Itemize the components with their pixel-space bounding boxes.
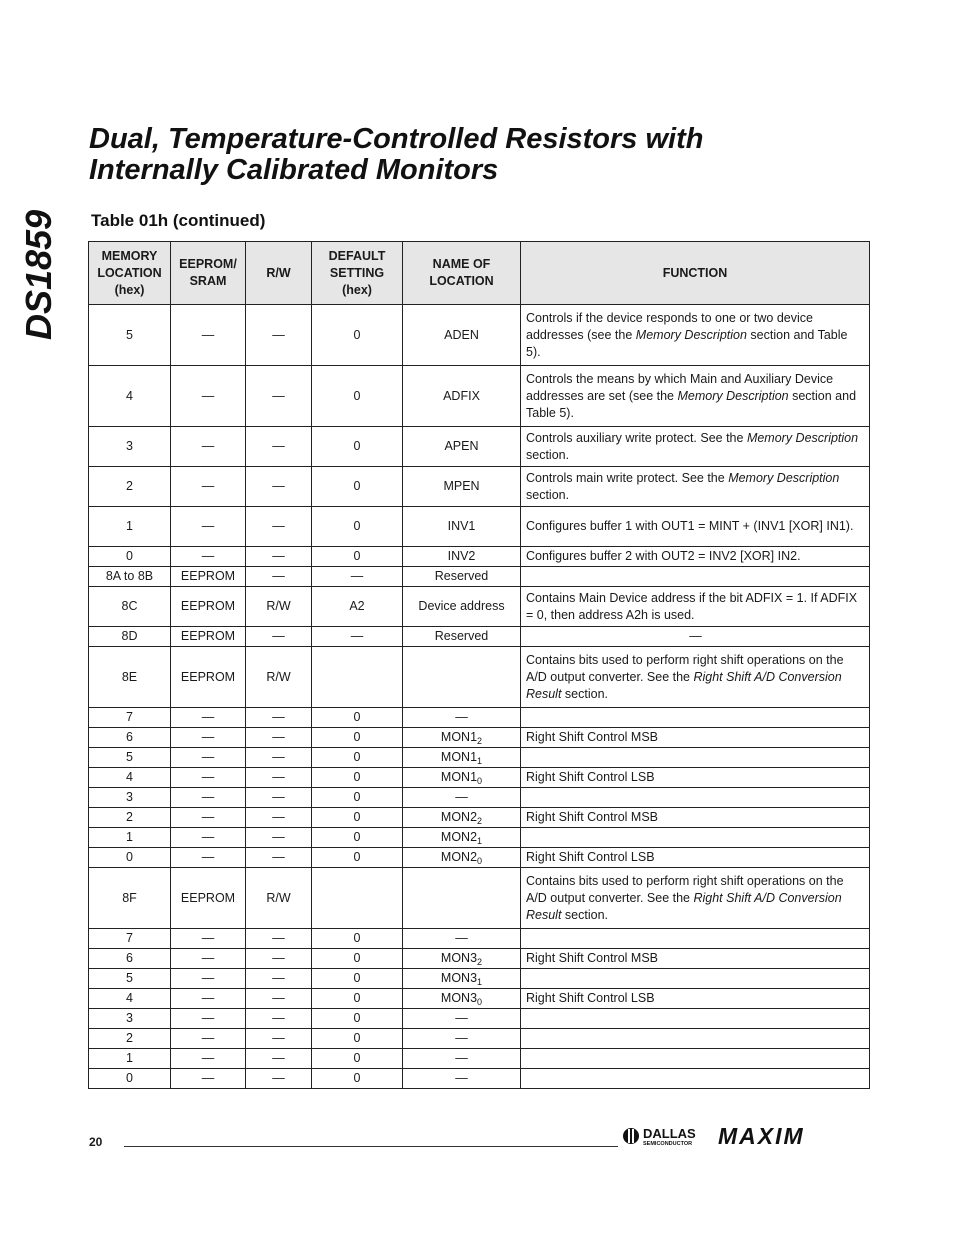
cell-memory-location: 3 [89, 1009, 171, 1029]
bit-subscript: 1 [477, 977, 483, 987]
cell-memory-location: 7 [89, 929, 171, 949]
cell-function: Controls if the device responds to one or two device addresses (see the Memory Description section and Table 5). [521, 305, 870, 366]
cell-name-of-location: — [403, 1009, 521, 1029]
bit-subscript: 1 [477, 836, 483, 846]
cell-name-of-location: INV2 [403, 547, 521, 567]
cell-memory-location: 8A to 8B [89, 567, 171, 587]
cell-memory-location: 2 [89, 808, 171, 828]
cell-eeprom-sram: — [171, 929, 246, 949]
cell-function [521, 1049, 870, 1069]
cell-eeprom-sram: — [171, 547, 246, 567]
cell-eeprom-sram: — [171, 305, 246, 366]
col-header-memory-location: MEMORY LOCATION (hex) [89, 242, 171, 305]
table-row [89, 1069, 870, 1089]
cell-default-setting: A2 [312, 587, 403, 627]
cell-default-setting: 0 [312, 708, 403, 728]
cell-rw: — [246, 728, 312, 748]
cell-function [521, 929, 870, 949]
cell-default-setting: 0 [312, 366, 403, 427]
cell-name-of-location: Device address [403, 587, 521, 627]
cell-memory-location: 8C [89, 587, 171, 627]
cell-default-setting: 0 [312, 828, 403, 848]
cell-name-of-location: ADFIX [403, 366, 521, 427]
table-row [89, 929, 870, 949]
side-tab-part-number: DS1859 [18, 209, 59, 340]
cell-eeprom-sram: — [171, 748, 246, 768]
table-row [89, 708, 870, 728]
cell-rw: — [246, 427, 312, 467]
cell-function: — [521, 627, 870, 647]
cell-default-setting: 0 [312, 467, 403, 507]
cell-eeprom-sram: EEPROM [171, 587, 246, 627]
cell-rw: — [246, 929, 312, 949]
cell-function: Right Shift Control LSB [521, 989, 870, 1009]
cell-eeprom-sram: EEPROM [171, 868, 246, 929]
table-row [89, 1029, 870, 1049]
bit-subscript: 0 [477, 997, 483, 1007]
cell-memory-location: 4 [89, 366, 171, 427]
dallas-semiconductor-logo [622, 1124, 712, 1148]
maxim-logo-text: MAXIM [718, 1124, 805, 1148]
title-line-2: Internally Calibrated Monitors [89, 154, 499, 186]
cell-eeprom-sram: — [171, 1069, 246, 1089]
cell-default-setting: 0 [312, 427, 403, 467]
cell-default-setting: 0 [312, 547, 403, 567]
cell-rw: — [246, 748, 312, 768]
cell-memory-location: 5 [89, 305, 171, 366]
cell-memory-location: 7 [89, 708, 171, 728]
table-row [89, 949, 870, 969]
cell-function: Right Shift Control LSB [521, 848, 870, 868]
cell-function [521, 828, 870, 848]
cell-name-of-location: $MON1_0$ [403, 768, 521, 788]
cell-eeprom-sram: — [171, 848, 246, 868]
cell-memory-location: 5 [89, 969, 171, 989]
cell-memory-location: 3 [89, 788, 171, 808]
table-row [89, 1049, 870, 1069]
cell-name-of-location: INV1 [403, 507, 521, 547]
cell-eeprom-sram: — [171, 969, 246, 989]
cell-function: Contains bits used to perform right shift operations on the A/D output converter. See the Right Shift A/D Conversion Result section. [521, 647, 870, 708]
col-header-function: FUNCTION [521, 242, 870, 305]
cell-name-of-location: $MON2_0$ [403, 848, 521, 868]
cell-rw: — [246, 507, 312, 547]
cell-memory-location: 0 [89, 547, 171, 567]
cell-function [521, 788, 870, 808]
cell-rw: — [246, 366, 312, 427]
cell-function [521, 708, 870, 728]
cell-name-of-location: $MON3_1$ [403, 969, 521, 989]
table-row [89, 587, 870, 627]
cell-rw: — [246, 1049, 312, 1069]
cell-name-of-location: ADEN [403, 305, 521, 366]
cell-name-of-location: $MON3_2$ [403, 949, 521, 969]
cell-default-setting: 0 [312, 848, 403, 868]
cell-function [521, 969, 870, 989]
cell-function: Right Shift Control LSB [521, 768, 870, 788]
cell-default-setting: — [312, 627, 403, 647]
table-row [89, 808, 870, 828]
table-row [89, 467, 870, 507]
table-row [89, 647, 870, 708]
cell-name-of-location: APEN [403, 427, 521, 467]
cell-eeprom-sram: — [171, 788, 246, 808]
cell-name-of-location: $MON1_2$ [403, 728, 521, 748]
table-row [89, 1009, 870, 1029]
cell-name-of-location: — [403, 1049, 521, 1069]
cell-rw: — [246, 989, 312, 1009]
cell-default-setting: 0 [312, 1049, 403, 1069]
cell-function [521, 567, 870, 587]
cell-memory-location: 1 [89, 828, 171, 848]
cell-default-setting: 0 [312, 507, 403, 547]
cell-default-setting: 0 [312, 969, 403, 989]
cell-function: Controls auxiliary write protect. See the Memory Description section. [521, 427, 870, 467]
bit-subscript: 2 [477, 957, 483, 967]
cell-function: Controls the means by which Main and Auxiliary Device addresses are set (see the Memory Description section and Table 5). [521, 366, 870, 427]
table-header-row [89, 242, 870, 305]
cell-rw: — [246, 828, 312, 848]
cell-rw: R/W [246, 868, 312, 929]
bit-subscript: 1 [477, 756, 483, 766]
cell-eeprom-sram: — [171, 1049, 246, 1069]
table-row [89, 989, 870, 1009]
cell-default-setting: 0 [312, 1009, 403, 1029]
cell-rw: R/W [246, 587, 312, 627]
cell-default-setting: 0 [312, 768, 403, 788]
cell-function: Contains bits used to perform right shift operations on the A/D output converter. See the Right Shift A/D Conversion Result section. [521, 868, 870, 929]
cell-name-of-location: — [403, 929, 521, 949]
table-row [89, 366, 870, 427]
cell-default-setting: 0 [312, 949, 403, 969]
cell-name-of-location: — [403, 1069, 521, 1089]
dallas-logo-subtext: SEMICONDUCTOR [643, 1141, 693, 1147]
cell-memory-location: 1 [89, 507, 171, 547]
cell-rw: — [246, 808, 312, 828]
cell-rw: — [246, 567, 312, 587]
cell-memory-location: 4 [89, 989, 171, 1009]
cell-name-of-location: $MON3_0$ [403, 989, 521, 1009]
cell-default-setting [312, 647, 403, 708]
cell-default-setting: 0 [312, 788, 403, 808]
cell-name-of-location: Reserved [403, 567, 521, 587]
cell-eeprom-sram: — [171, 427, 246, 467]
cell-name-of-location: — [403, 708, 521, 728]
cell-default-setting: 0 [312, 1069, 403, 1089]
cell-rw: — [246, 1069, 312, 1089]
cell-rw: — [246, 788, 312, 808]
cell-memory-location: 2 [89, 467, 171, 507]
cell-memory-location: 6 [89, 728, 171, 748]
cell-rw: — [246, 708, 312, 728]
cell-rw: — [246, 1029, 312, 1049]
cell-function: Contains Main Device address if the bit ADFIX = 1. If ADFIX = 0, then address A2h is used. [521, 587, 870, 627]
table-row [89, 828, 870, 848]
cell-eeprom-sram: — [171, 708, 246, 728]
cell-rw: — [246, 1009, 312, 1029]
cell-default-setting: 0 [312, 748, 403, 768]
cell-name-of-location [403, 868, 521, 929]
cell-function [521, 748, 870, 768]
page-number: 20 [89, 1135, 103, 1149]
bit-subscript: 2 [477, 736, 483, 746]
table-row [89, 728, 870, 748]
cell-memory-location: 0 [89, 848, 171, 868]
cell-function: Right Shift Control MSB [521, 728, 870, 748]
table-row [89, 305, 870, 366]
cell-memory-location: 8E [89, 647, 171, 708]
cell-memory-location: 4 [89, 768, 171, 788]
cell-name-of-location: $MON2_2$ [403, 808, 521, 828]
cell-function [521, 1069, 870, 1089]
cell-eeprom-sram: — [171, 467, 246, 507]
cell-name-of-location: $MON1_1$ [403, 748, 521, 768]
table-row [89, 427, 870, 467]
cell-memory-location: 0 [89, 1069, 171, 1089]
cell-rw: — [246, 848, 312, 868]
table-row [89, 768, 870, 788]
table-row [89, 627, 870, 647]
cell-eeprom-sram: — [171, 768, 246, 788]
cell-memory-location: 8F [89, 868, 171, 929]
col-header-rw: R/W [246, 242, 312, 305]
cell-rw: — [246, 547, 312, 567]
cell-function: Configures buffer 1 with OUT1 = MINT + (INV1 [XOR] IN1). [521, 507, 870, 547]
table-row [89, 868, 870, 929]
cell-memory-location: 8D [89, 627, 171, 647]
cell-function [521, 1029, 870, 1049]
table-row [89, 788, 870, 808]
cell-rw: R/W [246, 647, 312, 708]
table-row [89, 547, 870, 567]
cell-function: Controls main write protect. See the Memory Description section. [521, 467, 870, 507]
table-row [89, 848, 870, 868]
cell-default-setting: 0 [312, 728, 403, 748]
cell-rw: — [246, 768, 312, 788]
cell-memory-location: 5 [89, 748, 171, 768]
cell-name-of-location: Reserved [403, 627, 521, 647]
footer-rule [124, 1146, 618, 1147]
bit-subscript: 0 [477, 856, 483, 866]
cell-rw: — [246, 949, 312, 969]
cell-name-of-location [403, 647, 521, 708]
page-title [89, 124, 703, 186]
table-row [89, 567, 870, 587]
cell-default-setting: 0 [312, 929, 403, 949]
cell-eeprom-sram: EEPROM [171, 567, 246, 587]
cell-function: Right Shift Control MSB [521, 949, 870, 969]
cell-default-setting: 0 [312, 989, 403, 1009]
title-line-1: Dual, Temperature-Controlled Resistors with [89, 123, 704, 155]
cell-eeprom-sram: — [171, 507, 246, 547]
cell-eeprom-sram: — [171, 989, 246, 1009]
table-row [89, 507, 870, 547]
bit-subscript: 0 [477, 776, 483, 786]
col-header-eeprom-sram: EEPROM/ SRAM [171, 242, 246, 305]
cell-rw: — [246, 467, 312, 507]
cell-default-setting: — [312, 567, 403, 587]
dallas-logo-text: DALLAS [643, 1126, 696, 1141]
table-row [89, 748, 870, 768]
cell-default-setting: 0 [312, 808, 403, 828]
cell-name-of-location: MPEN [403, 467, 521, 507]
cell-name-of-location: — [403, 788, 521, 808]
cell-eeprom-sram: — [171, 808, 246, 828]
cell-rw: — [246, 305, 312, 366]
cell-memory-location: 3 [89, 427, 171, 467]
bit-subscript: 2 [477, 816, 483, 826]
cell-eeprom-sram: EEPROM [171, 647, 246, 708]
table-body [89, 305, 870, 1089]
cell-name-of-location: — [403, 1029, 521, 1049]
cell-memory-location: 6 [89, 949, 171, 969]
col-header-default-setting: DEFAULT SETTING (hex) [312, 242, 403, 305]
cell-eeprom-sram: — [171, 949, 246, 969]
cell-rw: — [246, 627, 312, 647]
cell-eeprom-sram: — [171, 366, 246, 427]
cell-default-setting: 0 [312, 1029, 403, 1049]
register-table [88, 241, 870, 1089]
cell-eeprom-sram: — [171, 828, 246, 848]
cell-function: Right Shift Control MSB [521, 808, 870, 828]
maxim-logo [716, 1124, 864, 1148]
table-heading: Table 01h (continued) [91, 211, 266, 230]
cell-eeprom-sram: — [171, 728, 246, 748]
cell-name-of-location: $MON2_1$ [403, 828, 521, 848]
cell-default-setting [312, 868, 403, 929]
cell-memory-location: 1 [89, 1049, 171, 1069]
table-row [89, 969, 870, 989]
cell-function [521, 1009, 870, 1029]
cell-memory-location: 2 [89, 1029, 171, 1049]
cell-default-setting: 0 [312, 305, 403, 366]
cell-eeprom-sram: — [171, 1029, 246, 1049]
cell-eeprom-sram: — [171, 1009, 246, 1029]
cell-function: Configures buffer 2 with OUT2 = INV2 [XOR] IN2. [521, 547, 870, 567]
cell-rw: — [246, 969, 312, 989]
cell-eeprom-sram: EEPROM [171, 627, 246, 647]
col-header-name-of-location: NAME OF LOCATION [403, 242, 521, 305]
